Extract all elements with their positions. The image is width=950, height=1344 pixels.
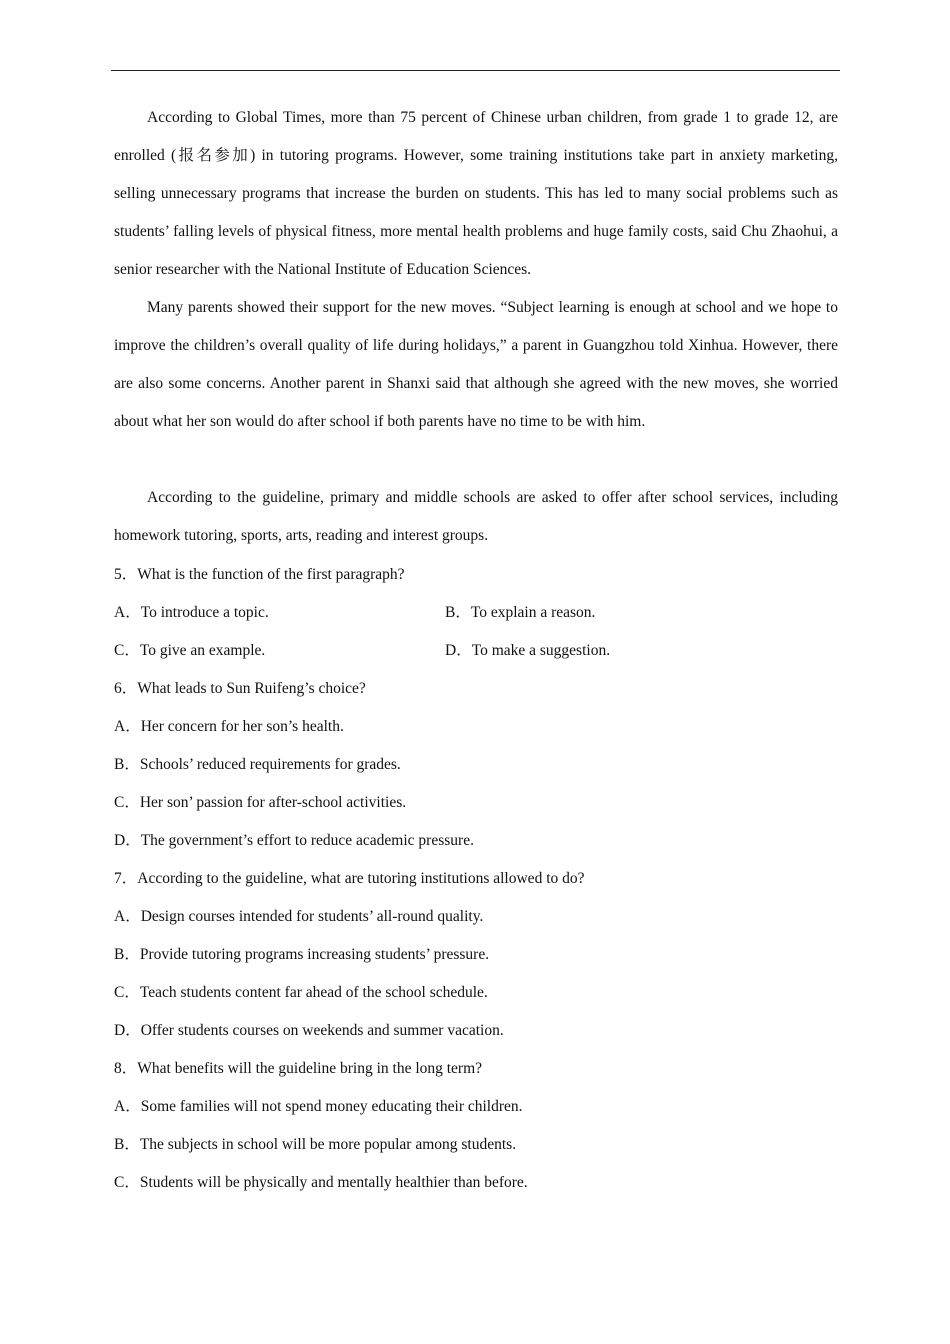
question-7-stem: 7．According to the guideline, what are tutoring institutions allowed to do? xyxy=(114,870,585,887)
question-6-option-c[interactable]: C．Her son’ passion for after-school activities. xyxy=(114,794,407,811)
question-6-stem: 6．What leads to Sun Ruifeng’s choice? xyxy=(114,680,366,697)
question-7-option-b[interactable]: B．Provide tutoring programs increasing students’ pressure. xyxy=(114,946,490,963)
question-6-option-b[interactable]: B．Schools’ reduced requirements for grades. xyxy=(114,756,401,773)
question-6-option-d[interactable]: D．The government’s effort to reduce academic pressure. xyxy=(114,832,474,849)
question-7-option-a[interactable]: A．Design courses intended for students’ all-round quality. xyxy=(114,908,484,925)
question-8-option-b[interactable]: B．The subjects in school will be more popular among students. xyxy=(114,1136,517,1153)
paragraph-2: Many parents showed their support for the new moves. “Subject learning is enough at school and we hope to improve the children’s overall quality of life during holidays,” a parent in Guangzhou told Xinhua. However, there are also some concerns. Another parent in Shanxi said that although she agreed with the new moves, she worried about what her son would do after school if both parents have no time to be with him. xyxy=(114,299,838,430)
paragraph-1: According to Global Times, more than 75 percent of Chinese urban children, from grade 1 to grade 12, are enrolled (报名参加) in tutoring programs. However, some training institutions take part in anxiety marketing, selling unnecessary programs that increase the burden on students. This has led to many social problems such as students’ falling levels of physical fitness, more mental health problems and huge family costs, said Chu Zhaohui, a senior researcher with the National Institute of Education Sciences. xyxy=(114,109,838,278)
question-5-option-d[interactable]: D．To make a suggestion. xyxy=(445,642,611,659)
question-8-stem: 8．What benefits will the guideline bring in the long term? xyxy=(114,1060,483,1077)
question-7-option-c[interactable]: C．Teach students content far ahead of the school schedule. xyxy=(114,984,488,1001)
question-5-option-b[interactable]: B．To explain a reason. xyxy=(445,604,596,621)
question-6-option-a[interactable]: A．Her concern for her son’s health. xyxy=(114,718,344,735)
question-8-option-a[interactable]: A．Some families will not spend money educating their children. xyxy=(114,1098,523,1115)
question-5-stem: 5．What is the function of the first paragraph? xyxy=(114,566,405,583)
question-5-option-a[interactable]: A．To introduce a topic. xyxy=(114,604,269,621)
question-7-option-d[interactable]: D．Offer students courses on weekends and summer vacation. xyxy=(114,1022,504,1039)
header-rule xyxy=(111,70,840,71)
paragraph-3: According to the guideline, primary and middle schools are asked to offer after school services, including homework tutoring, sports, arts, reading and interest groups. xyxy=(114,489,838,544)
question-8-option-c[interactable]: C．Students will be physically and mentally healthier than before. xyxy=(114,1174,528,1191)
question-5-option-c[interactable]: C．To give an example. xyxy=(114,642,266,659)
